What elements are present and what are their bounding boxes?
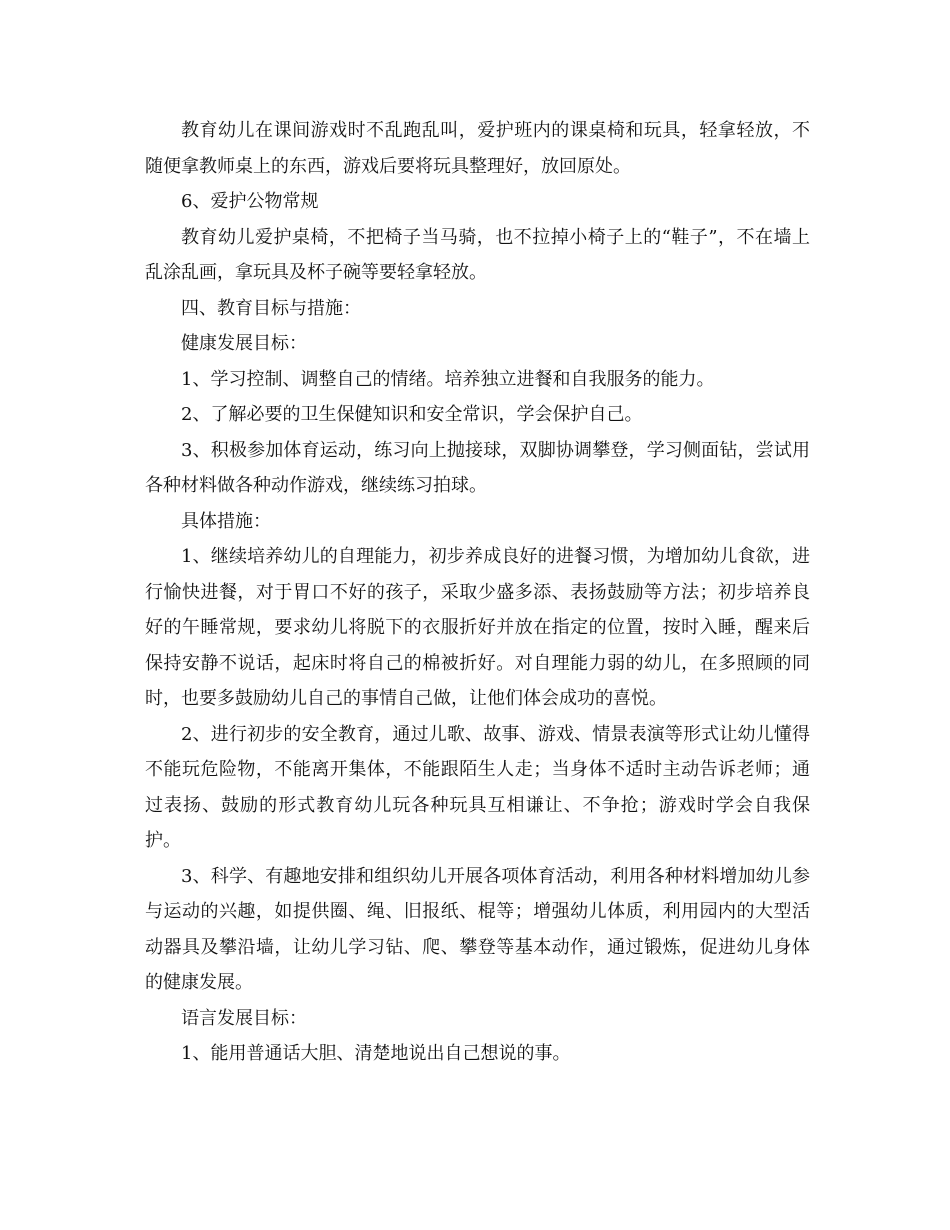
- list-item: 3、科学、有趣地安排和组织幼儿开展各项体育活动，利用各种材料增加幼儿参与运动的兴趣，如提供圈、绳、旧报纸、棍等；增强幼儿体质，利用园内的大型活动器具及攀沿墙，让幼儿学习钻、爬、攀登等基本动作，通过锻炼，促进幼儿身体的健康发展。: [145, 865, 810, 993]
- paragraph: 教育幼儿在课间游戏时不乱跑乱叫，爱护班内的课桌椅和玩具，轻拿轻放，不随便拿教师桌上的东西，游戏后要将玩具整理好，放回原处。: [145, 120, 810, 177]
- list-item: 2、进行初步的安全教育，通过儿歌、故事、游戏、情景表演等形式让幼儿懂得不能玩危险物，不能离开集体，不能跟陌生人走；当身体不适时主动告诉老师；通过表扬、鼓励的形式教育幼儿玩各种玩具互相谦让、不争抢；游戏时学会自我保护。: [145, 723, 810, 851]
- list-item: 1、能用普通话大胆、清楚地说出自己想说的事。: [181, 1043, 571, 1064]
- subsection-heading: 健康发展目标：: [181, 333, 307, 354]
- list-item: 3、积极参加体育运动，练习向上抛接球，双脚协调攀登，学习侧面钻，尝试用各种材料做各种动作游戏，继续练习拍球。: [145, 439, 810, 496]
- subsection-heading: 具体措施：: [181, 510, 271, 532]
- section-heading: 6、爱护公物常规: [181, 191, 319, 212]
- document-body: [145, 113, 810, 1072]
- subsection-heading: 语言发展目标：: [181, 1007, 307, 1029]
- list-item: 1、学习控制、调整自己的情绪。培养独立进餐和自我服务的能力。: [181, 368, 715, 390]
- list-item: 2、了解必要的卫生保健知识和安全常识，学会保护自己。: [181, 404, 643, 425]
- section-heading: 四、教育目标与措施：: [181, 297, 361, 319]
- list-item: 1、继续培养幼儿的自理能力，初步养成良好的进餐习惯，为增加幼儿食欲，进行愉快进餐，对于胃口不好的孩子，采取少盛多添、表扬鼓励等方法；初步培养良好的午睡常规，要求幼儿将脱下的衣服折好并放在指定的位置，按时入睡，醒来后保持安静不说话，起床时将自己的棉被折好。对自理能力弱的幼儿，在多照顾的同时，也要多鼓励幼儿自己的事情自己做，让他们体会成功的喜悦。: [145, 546, 810, 709]
- paragraph: 教育幼儿爱护桌椅，不把椅子当马骑，也不拉掉小椅子上的“鞋子”，不在墙上乱涂乱画，拿玩具及杯子碗等要轻拿轻放。: [145, 226, 810, 283]
